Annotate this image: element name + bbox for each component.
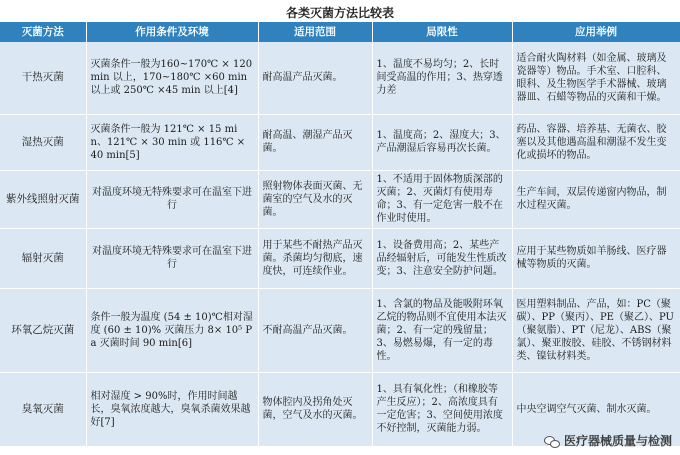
header-condition: 作用条件及环境 [86,22,258,42]
cell-example: 中央空调空气灭菌、制水灭菌。 [512,372,680,446]
cell-example: 医用塑料制品、产品，如：PC（聚碳）、PP（聚丙）、PE（聚乙）、PU（聚氨脂）、PT（尼龙）、ABS（聚氯）、聚亚胺胶、硅胶、不锈钢材料类、镍钛材料类。 [512,288,680,372]
cell-method: 干热灭菌 [0,42,86,114]
cell-condition: 对温度环境无特殊要求可在温室下进行 [86,170,258,228]
cell-limitation: 1、含氯的物品及能吸附环氧乙烷的物品则不宜使用本法灭菌；2、有一定的残留量；3、易燃易爆，有一定的毒性。 [372,288,512,372]
cell-condition: 灭菌条件一般为160~170℃ × 120 min 以上，170~180℃ ×60 min 以上或 250℃ ×45 min 以上[4] [86,42,258,114]
cell-limitation: 1、温度不易均匀；2、长时间受高温的作用；3、热穿透力差 [372,42,512,114]
cell-scope: 耐高温、潮湿产品灭菌。 [258,114,372,170]
cell-example: 应用于某些物质如羊肠线、医疗器械等物质的灭菌。 [512,228,680,288]
cell-scope: 用于某些不耐热产品灭菌。杀菌均匀彻底，速度快，可连续作业。 [258,228,372,288]
cell-condition: 灭菌条件一般为 121℃ × 15 min、121℃ × 30 min 或 116℃ × 40 min[5] [86,114,258,170]
cell-scope: 照射物体表面灭菌、无菌室的空气及水的灭菌。 [258,170,372,228]
cell-condition: 对温度环境无特殊要求可在温室下进行 [86,228,258,288]
cell-scope: 耐高温产品灭菌。 [258,42,372,114]
header-limitation: 局限性 [372,22,512,42]
table-row [0,288,680,372]
header-scope: 适用范围 [258,22,372,42]
cell-method: 臭氧灭菌 [0,372,86,446]
cell-condition: 条件一般为温度 (54 ± 10)℃相对湿度 (60 ± 10)% 灭菌压力 8× 10⁵ Pa 灭菌时间 90 min[6] [86,288,258,372]
cell-example: 生产车间，双层传递窗内物品，制水过程灭菌。 [512,170,680,228]
cell-scope: 物体腔内及拐角处灭菌，空气及水的灭菌。 [258,372,372,446]
header-example: 应用举例 [512,22,680,42]
watermark-text: 医疗器械质量与检测 [563,434,672,448]
table-row [0,228,680,288]
cell-method: 湿热灭菌 [0,114,86,170]
table-row [0,170,680,228]
cell-limitation: 1、具有氧化性；（和橡胶等产生反应）；2、高浓度具有一定危害；3、空间使用浓度不好控制，灭菌能力弱。 [372,372,512,446]
cell-example: 适合耐火陶材料（如金属、玻璃及瓷器等）物品。手术室、口腔科、眼科、及生物医学手术器械、玻璃器皿、石蜡等物品的灭菌和干燥。 [512,42,680,114]
cell-method: 环氧乙烷灭菌 [0,288,86,372]
cell-limitation: 1、不适用于固体物质深部的灭菌；2、灭菌灯有使用寿命；3、有一定危害一般不在作业时使用。 [372,170,512,228]
cell-scope: 不耐高温产品灭菌。 [258,288,372,372]
sterilization-comparison-table [0,22,680,447]
header-row [0,22,680,42]
watermark [544,432,672,449]
wechat-icon [544,435,560,447]
table-title: 各类灭菌方法比较表 [285,6,394,20]
table-row [0,114,680,170]
cell-limitation: 1、设备费用高；2、某些产品经辐射后，可能发生性质改变；3、注意安全防护问题。 [372,228,512,288]
cell-limitation: 1、温度高；2、湿度大；3、产品潮湿后容易再次长菌。 [372,114,512,170]
cell-method: 紫外线照射灭菌 [0,170,86,228]
cell-method: 辐射灭菌 [0,228,86,288]
table-row [0,42,680,114]
cell-condition: 相对湿度 > 90%时，作用时间越长，臭氧浓度越大，臭氧杀菌效果越好[7] [86,372,258,446]
cell-example: 药品、容器、培养基、无菌衣、胶塞以及其他遇高温和潮湿不发生变化或损坏的物品。 [512,114,680,170]
header-method: 灭菌方法 [0,22,86,42]
